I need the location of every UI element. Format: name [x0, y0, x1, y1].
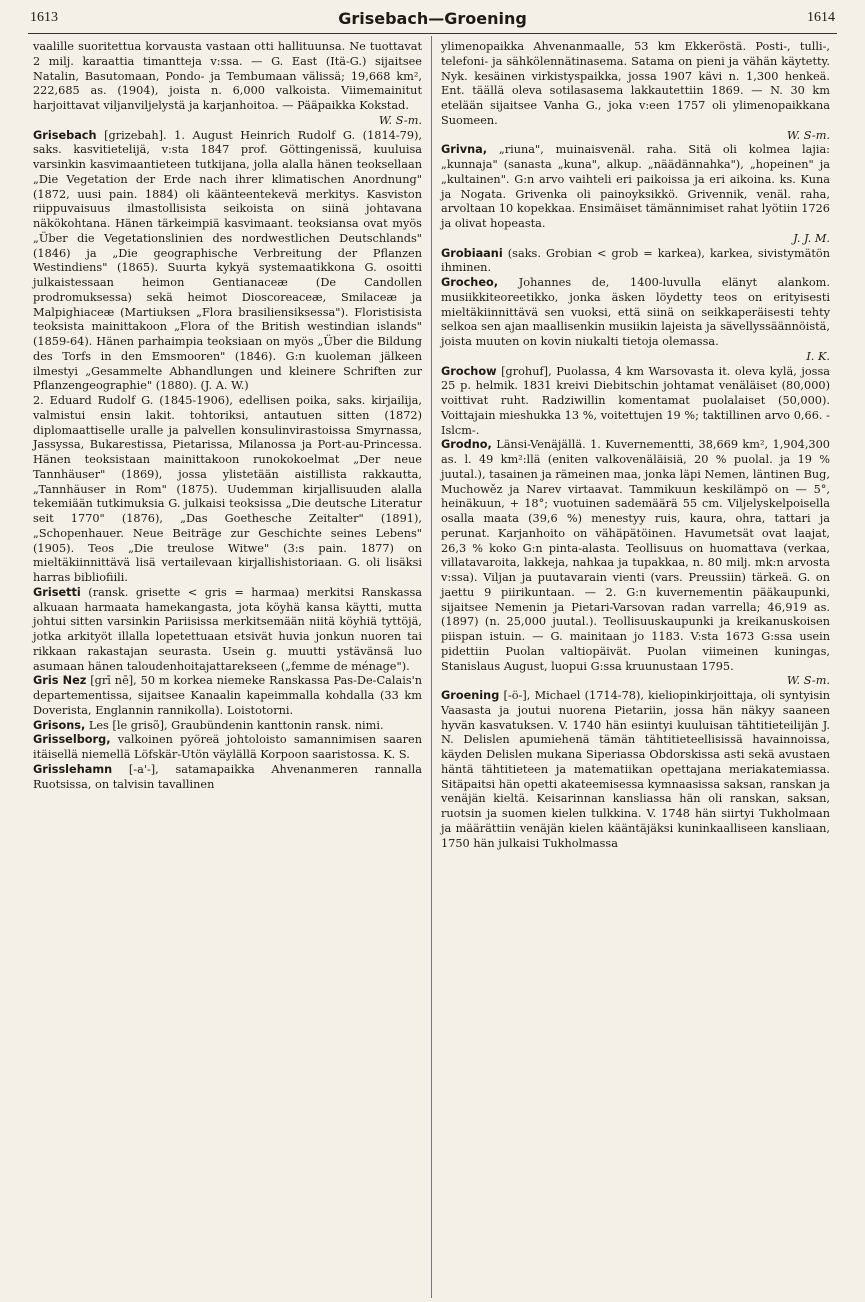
entry-text: 2. Eduard Rudolf G. (1845-1906), edellisen poika, saks. kirjailija, valmistui ensin lakit. tohtoriksi, antautuen sitten (1872) diplomaattiselle uralle ja palvellen konsulinvirastoissa Smyrnassa, Jassyssa, Bukarestissa, Pietarissa, Milanossa ja Port-au-Princessa. Hänen teoksistaan mainittakoon runokokoelmat „Der neue Tannhäuser" (1869), jossa ylistetään aistillista rakkautta, „Tannhäuser in Rom" (1875). Uudemman kirjallisuuden alalla tekemiään tutkimuksia G. julkaisi teoksissa „Die deutsche Literatur seit 1770" (1876), „Das Goethesche Zeitalter" (1891), „Schopenhauer. Neue Beiträge zur Geschichte seines Lebens" (1905). Teos „Die treulose Witwe" (3:s pain. 1877) on mieltäkiinnittävä lisä vertailevaan kirjallishistoriaan. G. oli lisäksi harras bibliofiili.: [33, 394, 422, 584]
entry: [441, 438, 830, 674]
entry-headword: Grocheo,: [441, 276, 499, 289]
signature: W. S-m.: [378, 113, 422, 127]
paragraph: [33, 394, 422, 586]
page-header: [30, 10, 835, 30]
entry-text: „riuna", muinaisvenäl. raha. Sitä oli kolmea lajia: „kunnaja" (sanasta „kuna", alkup. „näädännahka"), „hopeinen" ja „kultainen". G:n arvo vaihteli eri paikoissa ja eri aikoina. ks. Kuna ja Nogata. Grivenka oli painoyksikkö. Grivennik, venäl. raha, arvoltaan 10 kopekkaa. Ensimäiset tämännimiset rahat lyötiin 1726 ja olivat hopeasta.: [441, 143, 830, 230]
page-number-left: 1613: [30, 10, 58, 25]
paragraph: [441, 40, 830, 129]
left-column: [33, 40, 422, 792]
entry-headword: Grochow: [441, 364, 497, 378]
entry-headword: Grisebach: [33, 128, 97, 142]
entry: [33, 719, 422, 734]
entry-headword: Grobiaani: [441, 246, 503, 260]
entry-headword: Groening: [441, 689, 500, 702]
entry: [441, 365, 830, 439]
entry: [33, 129, 422, 395]
paragraph: [33, 40, 422, 114]
entry-text: [-a'-], satamapaikka Ahvenanmeren rannalla Ruotsissa, on talvisin tavallinen: [33, 762, 422, 791]
entry-text: ylimenopaikka Ahvenanmaalle, 53 km Ekkeröstä. Posti-, tulli-, telefoni- ja sähkölennätinasema. Satama on pieni ja vähän käytetty. Nyk. kesäinen virkistyspaikka, jossa 1907 kävi n. 1,300 henkeä. Ent. täällä oleva sotilasasema lakkautettiin 1869. — N. 30 km etelään sijaitsee Vanha G., joka v:een 1757 oli ylimenopaikkana Suomeen.: [441, 40, 830, 127]
right-column: [441, 40, 830, 851]
entry-text: [grohuf], Puolassa, 4 km Warsovasta it. oleva kylä, jossa 25 p. helmik. 1831 kreivi Diebitschin johtamat venäläiset (80,000) voittivat ruht. Radziwillin komentamat puolalaiset (50,000). Voittajain mieshukka 13 %, voitettujen 19 %; taktillinen arvo 0,66. -Islcm-.: [441, 364, 830, 437]
entry: [441, 689, 830, 851]
entry-text: [-ö-], Michael (1714-78), kieliopinkirjoittaja, oli syntyisin Vaasasta ja joutui nuorena Pietariin, jossa hän näkyy saaneen hyvän kasvatuksen. V. 1740 hän esiintyi kuuluisan tähtitieteilijän J. N. Delislen apumiehenä tämän tähtitieteellisissä havainnoissa, käyden Delislen mukana Siperiassa Obdorskissa asti sekä avustaen häntä tähtitieteen ja matematiikan opettajana meriakatemiassa. Sitäpaitsi hän opetti akateemisessa kymnaasissa saksan, ranskan ja venäjän kieltä. Keisarinnan kansliassa hän oli ranskan, saksan, ruotsin ja suomen kielen tulkkina. V. 1748 hän siirtyi Tukholmaan ja määrättiin venäjän kielen kääntäjäksi kuninkaalliseen kansliaan, 1750 hän julkaisi Tukholmassa: [441, 689, 831, 850]
header-rule: [28, 33, 837, 34]
entry-text: Les [le grisõ], Graubündenin kanttonin ransk. nimi.: [88, 718, 384, 732]
entry-text: [grī nē], 50 m korkea niemeke Ranskassa Pas-De-Calais'n departementissa, sijaitsee Kanaalin kapeimmalla kohdalla (33 km Doverista, Englannin rannikolla). Loistotorni.: [33, 674, 422, 717]
entry-headword: Grisetti: [33, 585, 81, 599]
entry: [441, 143, 830, 232]
entry: [33, 733, 422, 763]
entry-text: [grizebah]. 1. August Heinrich Rudolf G. (1814-79), saks. kasvitietelijä, v:sta 1847 prof. Göttingenissä, kuuluisa varsinkin kasvimaantieteen tutkijana, jolla alalla hänen teoksellaan „Die Vegetation der Erde nach ihrer klimatischen Anordnung" (1872, uusi pain. 1884) oli käänteentekevä merkitys. Kasviston riippuvaisuus ilmastollisista seikoista on siinä johtavana näkökohtana. Hänen tärkeimpiä kasvimaant. teoksiansa ovat myös „Über die Vegetationslinien des nordwestlichen Deutschlands" (1846) ja „Die geographische Verbreitung der Pflanzen Westindiens" (1865). Suurta kykyä systemaatikkona G. osoitti julkaistessaan heimon Gentianaceæ (De Candollen prodromuksessa) sekä heimot Dioscoreaceæ, Smilaceæ ja Malpighiaceæ (Martiuksen „Flora brasiliensiksessa"). Floristisista teoksista mainittakoon „Flora of the British westindian islands" (1859-64). Hänen parhaimpia teoksiaan on myös „Über die Bildung des Torfs in den Emsmooren" (1846). G:n kuoleman jälkeen ilmestyi „Gesammelte Abhandlungen und kleinere Schriften zur Pflanzengeographie" (1880). (J. A. W.): [33, 128, 423, 393]
entry: [33, 674, 422, 718]
entry-headword: Grodno,: [441, 438, 492, 452]
entry-text: Johannes de, 1400-luvulla elänyt alankom. musiikkiteoreetikko, jonka äsken löydetty teos on erityisesti mieltäkiinnittävä sen vuoksi, että siinä on seikkaperäisesti tehty selkoa sen ajan maallisenkin musiikin lajeista ja sävellyssäännöistä, joista muuten on kovin niukalti tietoja olemassa.: [441, 276, 830, 348]
running-title: Grisebach—Groening: [338, 9, 527, 28]
entry-text: Länsi-Venäjällä. 1. Kuvernementti, 38,669 km², 1,904,300 as. l. 49 km²:llä (eniten valkovenäläisiä, 20 % puolal. ja 19 % juutal.), tasainen ja rämeinen maa, jonka läpi Nemen, läntinen Bug, Muchowěz ja Narev virtaavat. Tammikuun keskilämpö on — 5°, heinäkuun, + 18°; vuotuinen sademäärä 55 cm. Viljelyskelpoisella osalla maata (39,6 %) menestyy ruis, kaura, ohra, tattari ja perunat. Karjanhoito on vähäpätöinen. Havumetsät ovat laajat, 26,3 % koko G:n pinta-alasta. Teollisuus on huomattava (verkaa, villatavaroita, lakkeja, nahkaa ja tupakkaa, n. 80 milj. mk:n arvosta v:ssa). Viljan ja puutavarain vienti (vars. Preussiin) tärkeä. G. on jaettu 9 piirikuntaan. — 2. G:n kuvernementin pääkaupunki, sijaitsee Nemenin ja Pietari-Varsovan radan varrella; 46,919 as. (1897) (n. 25,000 juutal.). Teollisuuskaupunki ja kreikanuskoisen piispan istuin. — G. mainitaan jo 1183. V:sta 1673 G:ssa usein pidettiin Puolan valtiopäivät. Puolan viimeinen kuningas, Stanislaus August, luopui G:ssa kruunustaan 1795.: [441, 438, 830, 673]
entry-headword: Gris Nez: [33, 674, 87, 688]
entry-text: vaalille suoritettua korvausta vastaan otti hallituunsa. Ne tuottavat 2 milj. karaattia timantteja v:ssa. — G. East (Itä-G.) sijaitsee Natalin, Basutomaan, Pondo- ja Tembumaan välissä; 19,668 km², 222,685 as. (1904), joista n. 6,000 valkoista. Viimemainitut harjoittavat viljanviljelystä ja karjanhoitoa. — Pääpaikka Kokstad.: [33, 40, 422, 112]
entry: [33, 763, 422, 793]
entry-headword: Grivna,: [441, 143, 488, 157]
entry-text: valkoinen pyöreä johtoloisto samannimisen saaren itäisellä niemellä Löfskär-Utön väylällä Korpoon saaristossa. K. S.: [33, 733, 422, 761]
signature: W. S-m.: [786, 674, 830, 688]
entry: [33, 586, 422, 675]
entry-headword: Grisselborg,: [33, 733, 111, 747]
column-divider: [431, 36, 432, 1298]
signature: I. K.: [806, 349, 830, 363]
entry-headword: Grisons,: [33, 718, 86, 732]
page-number-right: 1614: [807, 10, 835, 25]
entry-headword: Grisslehamn: [33, 762, 113, 776]
signature: W. S-m.: [786, 128, 830, 142]
entry-text: (ransk. grisette < gris = harmaa) merkitsi Ranskassa alkuaan harmaata hamekangasta, jota köyhä kansa käytti, mutta johtui sitten varsinkin Pariisissa merkitsemään niitä köyhiä tyttöjä, jotka arkityöt illalla lopetettuaan etsivät huvia jonkun nuoren tai rikkaan rakastajan seurasta. Usein g. muutti ystävänsä luo asumaan hänen taloudenhoitajattarekseen („femme de ménage").: [33, 585, 422, 673]
entry-text: (saks. Grobian < grob = karkea), karkea, sivistymätön ihminen.: [441, 246, 831, 275]
entry: [441, 247, 830, 277]
signature: J. J. M.: [793, 231, 830, 245]
entry: [441, 276, 830, 350]
